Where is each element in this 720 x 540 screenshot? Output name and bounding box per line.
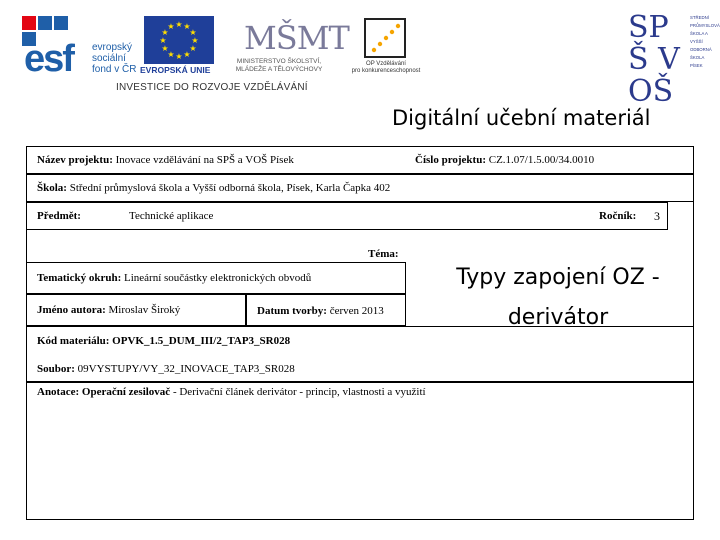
svg-text:★: ★ — [175, 52, 183, 61]
grade-value: 3 — [654, 209, 660, 223]
op-caption — [340, 61, 432, 75]
project-number-field — [415, 154, 594, 166]
investment-line: INVESTICE DO ROZVOJE VZDĚLÁVÁNÍ — [116, 82, 308, 93]
svg-text:★: ★ — [161, 28, 169, 37]
file-value: 09VYSTUPY/VY_32_INOVACE_TAP3_SR028 — [77, 363, 295, 375]
main-title-line-2: derivátor — [507, 305, 609, 330]
date-value: červen 2013 — [329, 305, 384, 317]
sps-side-text: STŘEDNÍ PRŮMYSLOVÁ ŠKOLA A VYŠŠÍ ODBORNÁ ŠKOLA PÍSEK — [690, 15, 720, 68]
code-field — [37, 335, 290, 347]
thematic-field — [37, 272, 311, 284]
esf-wordmark: esf — [24, 38, 73, 80]
school-value: Střední průmyslová škola a Vyšší odborná škola, Písek, Karla Čapka 402 — [69, 182, 391, 194]
code-label: Kód materiálu: — [37, 335, 110, 347]
project-name-field — [37, 154, 294, 166]
topic-label: Téma: — [368, 248, 399, 260]
subject-label: Předmět: — [37, 210, 81, 222]
esf-tagline-2: sociální — [92, 53, 126, 64]
svg-text:★: ★ — [191, 36, 199, 45]
main-title-line-1: Typy zapojení OZ - — [456, 265, 660, 290]
file-label: Soubor: — [37, 363, 75, 375]
eu-flag-icon — [144, 16, 214, 64]
thematic-label: Tematický okruh: — [37, 272, 122, 284]
main-title — [438, 258, 678, 338]
subject-value: Technické aplikace — [129, 210, 214, 222]
annotation-value: - Derivační článek derivátor - princip, vlastnosti a využití — [172, 386, 426, 398]
grade-label: Ročník: — [599, 210, 637, 222]
school-label: Škola: — [37, 182, 67, 194]
sps-vos-logo — [628, 10, 720, 109]
msmt-caption-2: MLÁDEŽE A TĚLOVÝCHOVY — [235, 66, 323, 73]
svg-text:★: ★ — [189, 44, 197, 53]
form-row-school — [26, 174, 694, 202]
document-heading: Digitální učební materiál — [392, 106, 651, 130]
code-value: OPVK_1.5_DUM_III/2_TAP3_SR028 — [112, 335, 291, 347]
date-label: Datum tvorby: — [257, 305, 327, 317]
esf-tagline-3: fond v ČR — [92, 64, 137, 75]
msmt-mark: MŠMT — [244, 19, 349, 57]
author-label: Jméno autora: — [37, 304, 106, 316]
author-value: Miroslav Široký — [108, 304, 181, 316]
msmt-caption — [224, 58, 334, 74]
svg-text:★: ★ — [161, 44, 169, 53]
project-number-value: CZ.1.07/1.5.00/34.0010 — [488, 154, 595, 166]
svg-text:★: ★ — [167, 22, 175, 31]
author-field — [37, 304, 180, 316]
project-name-label: Název projektu: — [37, 154, 113, 166]
school-field — [37, 182, 390, 194]
op-caption-1: OP Vzdělávání — [366, 61, 406, 67]
op-caption-2: pro konkurenceschopnost — [351, 68, 421, 74]
eu-caption: EVROPSKÁ UNIE — [140, 65, 211, 75]
form-row-project — [26, 146, 694, 174]
svg-text:★: ★ — [167, 50, 175, 59]
project-number-label: Číslo projektu: — [415, 154, 486, 166]
file-field — [37, 363, 295, 375]
form-row-date — [246, 294, 406, 326]
svg-text:★: ★ — [183, 22, 191, 31]
form-row-subject — [26, 202, 668, 230]
project-name-value: Inovace vzdělávání na SPŠ a VOŠ Písek — [115, 154, 294, 166]
thematic-value: Lineární součástky elektronických obvodů — [124, 272, 312, 284]
svg-text:★: ★ — [183, 50, 191, 59]
date-field — [257, 305, 384, 317]
esf-logo — [20, 14, 140, 80]
form-annotation-box — [26, 382, 694, 520]
form-row-author — [26, 294, 246, 326]
svg-text:★: ★ — [189, 28, 197, 37]
esf-tagline-1: evropský — [92, 42, 133, 53]
sps-mark: SPŠ VOŠ — [628, 10, 680, 109]
msmt-logo — [218, 14, 349, 76]
annotation-bold: Operační zesilovač — [81, 386, 171, 398]
annotation-label: Anotace: — [37, 386, 80, 398]
msmt-caption-1: MINISTERSTVO ŠKOLSTVÍ, — [236, 58, 322, 65]
svg-text:★: ★ — [175, 20, 183, 29]
op-emblem-icon — [362, 16, 408, 60]
esf-tagline — [92, 42, 136, 75]
annotation-field — [37, 386, 426, 398]
op-logo — [340, 14, 430, 76]
form-row-thematic — [26, 262, 406, 294]
svg-text:★: ★ — [159, 36, 167, 45]
